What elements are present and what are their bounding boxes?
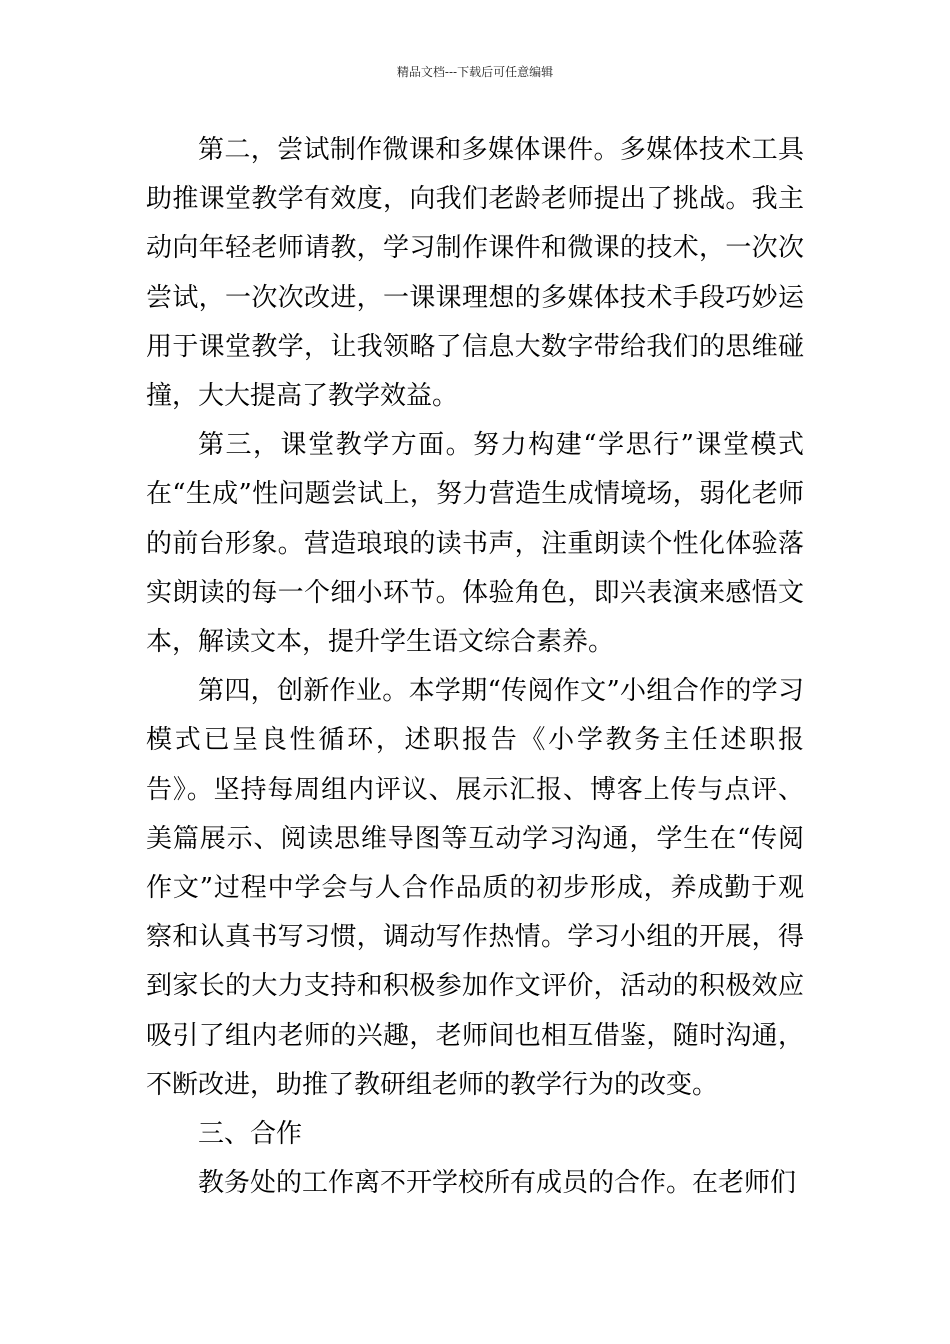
document-body [146, 126, 804, 1208]
paragraph-cooperation-intro: 教务处的工作离不开学校所有成员的合作。在老师们 [198, 1168, 797, 1199]
paragraph-third: 第三，课堂教学方面。努力构建“学思行”课堂模式在“生成”性问题尝试上，努力营造生成情境场，弱化老师的前台形象。营造琅琅的读书声，注重朗读个性化体验落实朗读的每一个细小环节。体验角色，即兴表演来感悟文本，解读文本，提升学生语文综合素养。 [146, 430, 804, 658]
paragraph-fourth: 第四，创新作业。本学期“传阅作文”小组合作的学习模式已呈良性循环，述职报告《小学教务主任述职报告》。坚持每周组内评议、展示汇报、博客上传与点评、美篇展示、阅读思维导图等互动学习沟通，学生在“传阅作文”过程中学会与人合作品质的初步形成，养成勤于观察和认真书写习惯，调动写作热情。学习小组的开展，得到家长的大力支持和积极参加作文评价，活动的积极效应吸引了组内老师的兴趣，老师间也相互借鉴，随时沟通，不断改进，助推了教研组老师的教学行为的改变。 [146, 676, 804, 1100]
section-heading-cooperation: 三、合作 [198, 1119, 303, 1150]
paragraph-second: 第二，尝试制作微课和多媒体课件。多媒体技术工具助推课堂教学有效度，向我们老龄老师提出了挑战。我主动向年轻老师请教，学习制作课件和微课的技术，一次次尝试，一次次改进，一课课理想的多媒体技术手段巧妙运用于课堂教学，让我领略了信息大数字带给我们的思维碰撞，大大提高了教学效益。 [146, 135, 804, 412]
page-header: 精品文档---下载后可任意编辑 [396, 65, 554, 79]
